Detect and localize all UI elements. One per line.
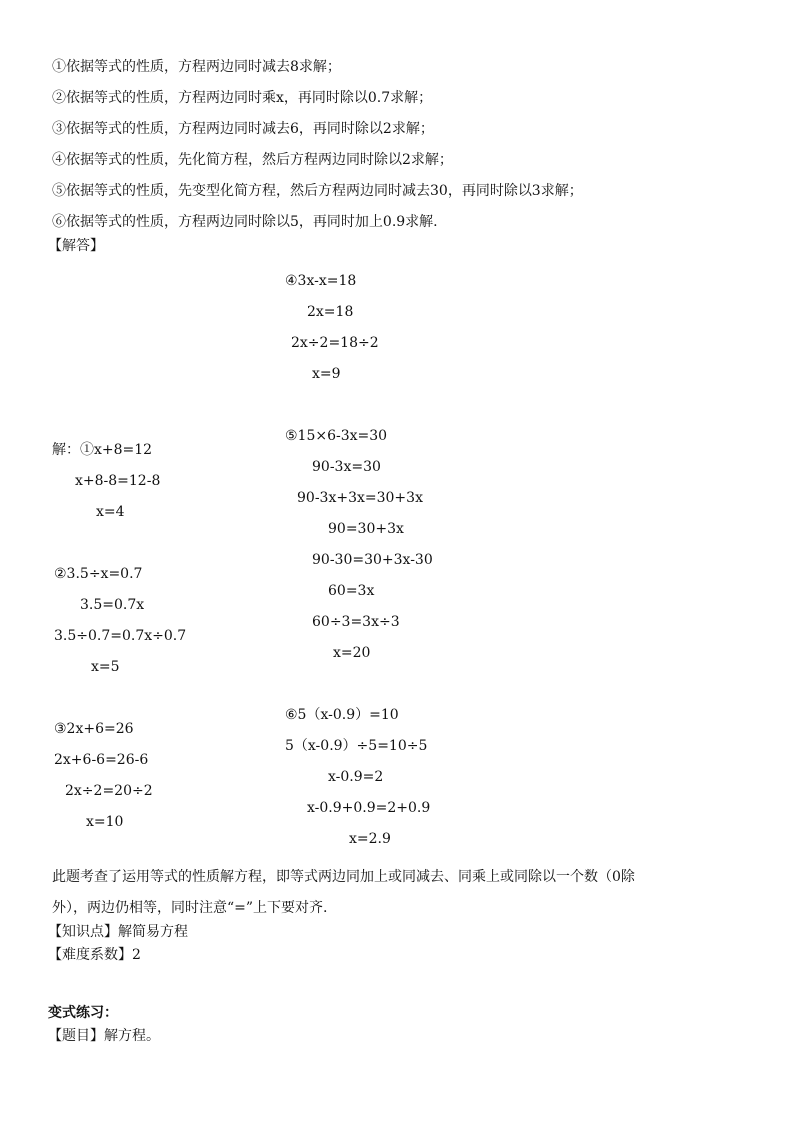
solution-6-step-4: x-0.9+0.9=2+0.9 xyxy=(307,800,431,816)
variant-question: 【题目】解方程。 xyxy=(48,1028,160,1044)
solution-3-step-1: ③2x+6=26 xyxy=(54,721,134,737)
solution-3-step-4: x=10 xyxy=(86,814,124,830)
solution-5-step-3: 90-3x+3x=30+3x xyxy=(297,490,423,506)
solution-5-step-8: x=20 xyxy=(333,645,371,661)
solution-4-step-2: 2x=18 xyxy=(307,304,354,320)
analysis-line-5: ⑤依据等式的性质，先变型化简方程，然后方程两边同时减去30，再同时除以3求解； xyxy=(52,183,583,199)
solution-2-step-3: 3.5÷0.7=0.7x÷0.7 xyxy=(54,628,187,644)
solution-6-step-1: ⑥5（x-0.9）=10 xyxy=(285,707,399,723)
solution-3-step-2: 2x+6-6=26-6 xyxy=(54,752,149,768)
solution-1-step-3: x=4 xyxy=(96,504,125,520)
solution-4-step-3: 2x÷2=18÷2 xyxy=(291,335,379,351)
answer-heading: 【解答】 xyxy=(48,238,104,254)
solution-3-step-3: 2x÷2=20÷2 xyxy=(65,783,153,799)
solution-5-step-2: 90-3x=30 xyxy=(312,459,381,475)
solution-5-step-5: 90-30=30+3x-30 xyxy=(312,552,433,568)
analysis-line-6: ⑥依据等式的性质，方程两边同时除以5，再同时加上0.9求解. xyxy=(52,214,438,230)
solution-1-step-1: 解：①x+8=12 xyxy=(52,442,153,458)
analysis-line-3: ③依据等式的性质，方程两边同时减去6，再同时除以2求解； xyxy=(52,121,434,137)
solution-6-step-3: x-0.9=2 xyxy=(328,769,384,785)
solution-5-step-7: 60÷3=3x÷3 xyxy=(312,614,400,630)
analysis-line-2: ②依据等式的性质，方程两边同时乘x，再同时除以0.7求解； xyxy=(52,90,433,106)
solution-5-step-6: 60=3x xyxy=(328,583,375,599)
comment-line-2: 外），两边仍相等，同时注意“=”上下要对齐. xyxy=(52,900,328,916)
solution-4-step-1: ④3x-x=18 xyxy=(285,273,357,289)
solution-4-step-4: x=9 xyxy=(312,366,341,382)
comment-line-1: 此题考查了运用等式的性质解方程，即等式两边同加上或同减去、同乘上或同除以一个数（0除 xyxy=(52,869,635,885)
solution-6-step-2: 5（x-0.9）÷5=10÷5 xyxy=(285,738,428,754)
variant-title: 变式练习： xyxy=(48,1005,118,1021)
solution-1-step-2: x+8-8=12-8 xyxy=(75,473,161,489)
solution-2-step-1: ②3.5÷x=0.7 xyxy=(54,566,143,582)
solution-5-step-4: 90=30+3x xyxy=(328,521,404,537)
solution-6-step-5: x=2.9 xyxy=(349,831,391,847)
analysis-line-4: ④依据等式的性质，先化简方程，然后方程两边同时除以2求解； xyxy=(52,152,453,168)
solution-2-step-4: x=5 xyxy=(91,659,120,675)
knowledge-point: 【知识点】解简易方程 xyxy=(48,924,188,940)
difficulty: 【难度系数】2 xyxy=(48,947,141,963)
solution-5-step-1: ⑤15×6-3x=30 xyxy=(285,428,388,444)
solution-2-step-2: 3.5=0.7x xyxy=(80,597,145,613)
analysis-line-1: ①依据等式的性质，方程两边同时减去8求解； xyxy=(52,59,341,75)
